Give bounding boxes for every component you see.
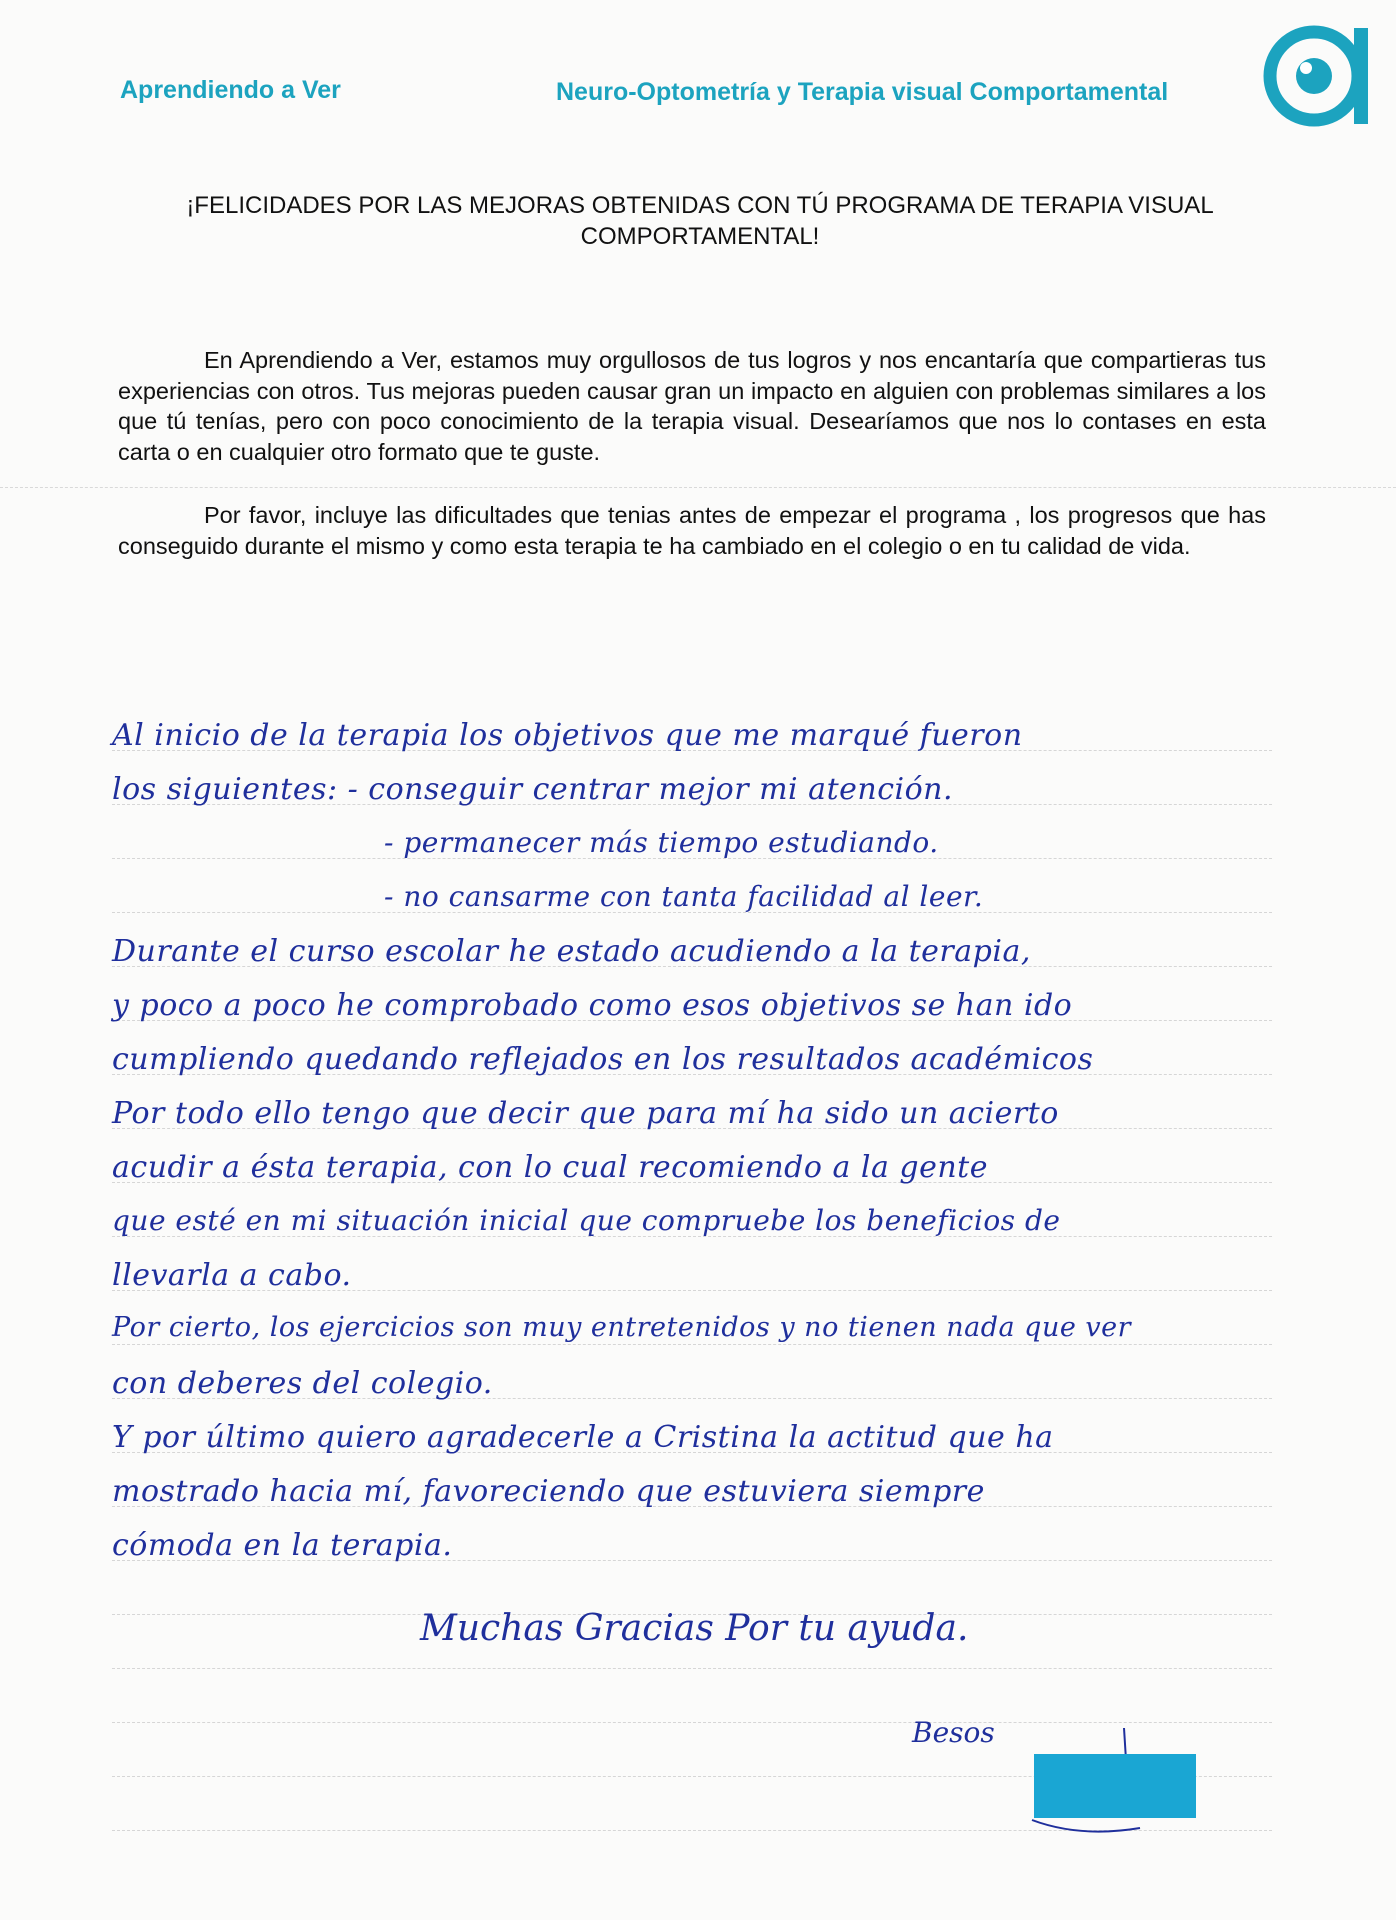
closing-thanks: Muchas Gracias Por tu ayuda. xyxy=(420,1608,969,1649)
handwritten-line: cómoda en la terapia. xyxy=(112,1528,453,1563)
farewell-text: Besos xyxy=(912,1716,995,1749)
eye-a-logo-icon xyxy=(1262,18,1380,136)
redacted-signature xyxy=(1034,1754,1196,1818)
letter-title-line-2: COMPORTAMENTAL! xyxy=(580,223,820,250)
handwritten-line: - permanecer más tiempo estudiando. xyxy=(384,826,939,859)
intro-paragraph: En Aprendiendo a Ver, estamos muy orgullosos de tus logros y nos encantaría que compartieras tus experiencias con otros. Tus mejoras pueden causar gran un impacto en alguien con problemas similares a los que tú tenías, pero con poco conocimiento de la terapia visual. Desearíamos que nos lo contases en esta carta o en cualquier otro formato que te guste. xyxy=(118,347,1266,465)
brand-tagline: Neuro-Optometría y Terapia visual Comportamental xyxy=(556,78,1169,106)
handwritten-line: Durante el curso escolar he estado acudiendo a la terapia, xyxy=(112,934,1031,969)
ruled-line xyxy=(112,1344,1272,1345)
handwritten-line: los siguientes: - conseguir centrar mejor mi atención. xyxy=(112,772,954,807)
fold-line xyxy=(0,487,1396,488)
letter-title-line-1: ¡FELICIDADES POR LAS MEJORAS OBTENIDAS CON TÚ PROGRAMA DE TERAPIA VISUAL xyxy=(186,192,1214,219)
handwritten-line: con deberes del colegio. xyxy=(112,1366,493,1401)
handwritten-line: y poco a poco he comprobado como esos objetivos se han ido xyxy=(112,988,1073,1023)
handwritten-line: Y por último quiero agradecerle a Cristina la actitud que ha xyxy=(112,1420,1054,1455)
handwritten-line: llevarla a cabo. xyxy=(112,1258,352,1293)
handwritten-line: Por todo ello tengo que decir que para mí ha sido un acierto xyxy=(112,1096,1059,1131)
instructions-paragraph: Por favor, incluye las dificultades que tenias antes de empezar el programa , los progresos que has conseguido durante el mismo y como esta terapia te ha cambiado en el colegio o en tu calidad de vida. xyxy=(118,502,1266,559)
handwritten-line: cumpliendo quedando reflejados en los resultados académicos xyxy=(112,1042,1094,1077)
handwritten-line: que esté en mi situación inicial que compruebe los beneficios de xyxy=(112,1204,1061,1237)
letter-title xyxy=(110,190,1290,252)
handwritten-line: acudir a ésta terapia, con lo cual recomiendo a la gente xyxy=(112,1150,988,1185)
handwritten-line: mostrado hacia mí, favoreciendo que estuviera siempre xyxy=(112,1474,985,1509)
brand-name: Aprendiendo a Ver xyxy=(120,76,341,104)
handwritten-line: Por cierto, los ejercicios son muy entretenidos y no tienen nada que ver xyxy=(112,1312,1132,1343)
ruled-line xyxy=(112,1668,1272,1669)
handwritten-line: - no cansarme con tanta facilidad al leer. xyxy=(384,880,984,913)
handwritten-line: Al inicio de la terapia los objetivos que me marqué fueron xyxy=(112,718,1023,753)
